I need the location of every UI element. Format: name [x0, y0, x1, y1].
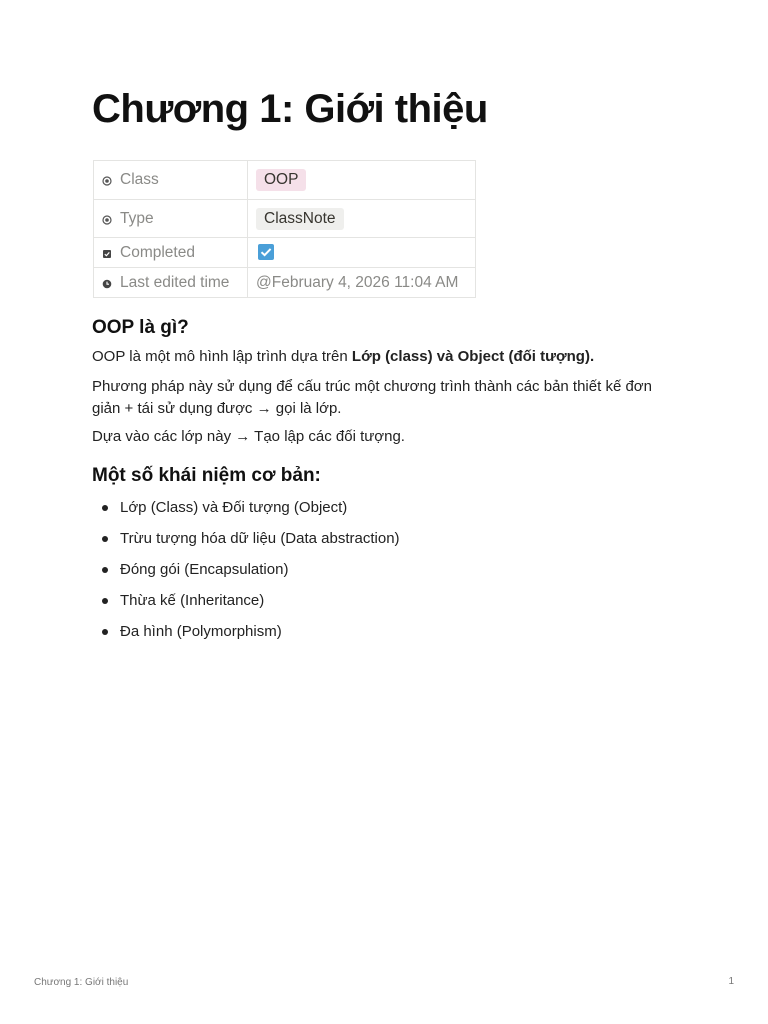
list-item — [92, 590, 400, 621]
property-row-class — [94, 161, 476, 200]
property-key-label: Completed — [120, 243, 195, 261]
property-key-label: Type — [120, 209, 154, 227]
property-key-cell — [94, 161, 248, 200]
property-value-cell[interactable] — [248, 200, 476, 238]
section-heading-concepts: Một số khái niệm cơ bản: — [92, 465, 321, 486]
property-row-last-edited — [94, 268, 476, 298]
list-item — [92, 528, 400, 559]
list-item-text: Lớp (Class) và Đối tượng (Object) — [120, 499, 348, 516]
list-item-text: Đa hình (Polymorphism) — [120, 623, 282, 640]
property-value-cell — [248, 238, 476, 268]
oop-definition — [92, 346, 682, 368]
oop-method-paragraph: Phương pháp này sử dụng để cấu trúc một chương trình thành các bản thiết kế đơn giản + tái sử dụng được → gọi là lớp. — [92, 378, 652, 417]
property-key-cell — [94, 238, 248, 268]
completed-checkbox[interactable] — [258, 244, 274, 260]
bullet-icon — [102, 536, 108, 542]
section-heading-oop: OOP là gì? — [92, 317, 189, 338]
select-icon — [102, 215, 112, 225]
list-item — [92, 559, 400, 590]
class-tag[interactable]: OOP — [256, 169, 306, 191]
type-tag[interactable]: ClassNote — [256, 208, 344, 230]
property-value-cell — [248, 268, 476, 298]
oop-objects-paragraph: Dựa vào các lớp này → Tạo lập các đối tượng. — [92, 428, 405, 445]
property-value-cell[interactable] — [248, 161, 476, 200]
footer-title: Chương 1: Giới thiệu — [34, 977, 129, 988]
page-number: 1 — [728, 976, 734, 987]
property-key-label: Class — [120, 171, 159, 188]
concepts-list — [92, 497, 400, 652]
properties-table — [93, 160, 476, 298]
property-row-type — [94, 200, 476, 238]
bullet-icon — [102, 505, 108, 511]
list-item — [92, 621, 400, 652]
oop-definition-bold: Lớp (class) và Object (đối tượng). — [351, 348, 595, 365]
bullet-icon — [102, 629, 108, 635]
property-key-cell — [94, 200, 248, 238]
list-item-text: Trừu tượng hóa dữ liệu (Data abstraction) — [120, 530, 400, 547]
property-row-completed — [94, 238, 476, 268]
list-item-text: Thừa kế (Inheritance) — [120, 592, 265, 609]
checkbox-icon — [102, 249, 112, 259]
list-item — [92, 497, 400, 528]
bullet-icon — [102, 598, 108, 604]
oop-definition-text: OOP là một mô hình lập trình dựa trên — [92, 348, 352, 365]
bullet-icon — [102, 567, 108, 573]
list-item-text: Đóng gói (Encapsulation) — [120, 561, 289, 578]
last-edited-value: @February 4, 2026 11:04 AM — [256, 273, 459, 291]
property-key-label: Last edited time — [120, 273, 230, 291]
page-title: Chương 1: Giới thiệu — [92, 87, 488, 131]
clock-icon — [102, 279, 112, 289]
property-key-cell — [94, 268, 248, 298]
select-icon — [102, 176, 112, 186]
